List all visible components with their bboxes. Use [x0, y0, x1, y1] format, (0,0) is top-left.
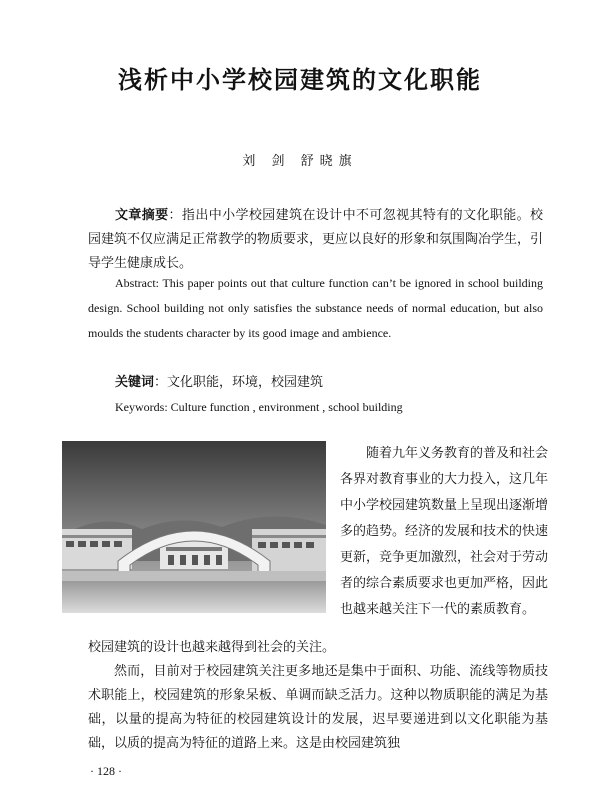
body-paragraph-side: 随着九年义务教育的普及和社会各界对教育事业的大力投入，这几年中小学校园建筑数量上呈现出逐渐增多的趋势。经济的发展和技术的快速更新，竞争更加激烈，社会对于劳动者的综合素质要求也更加严格，因此也越来越关注下一代的素质教育。: [340, 446, 549, 617]
article-title: 浅析中小学校园建筑的文化职能: [118, 65, 482, 94]
body-paragraph-main: 然而，目前对于校园建筑关注更多地还是集中于面积、功能、流线等物质技术职能上，校园建筑的形象呆板、单调而缺乏活力。这种以物质职能的满足为基础，以量的提高为特征的校园建筑设计的发展，迟早要递进到以文化职能为基础，以质的提高为特征的道路上来。这是由校园建筑独: [88, 664, 548, 751]
abstract-chinese: [88, 204, 543, 276]
school-building-photo: [62, 441, 326, 613]
keywords-chinese: [115, 372, 545, 394]
keywords-label: 关键词: [115, 375, 155, 390]
abstract-label: 文章摘要: [115, 208, 169, 223]
abstract-text: ：指出中小学校园建筑在设计中不可忽视其特有的文化职能。校园建筑不仅应满足正常教学的物质要求，更应以良好的形象和氛围陶冶学生，引导学生健康成长。: [88, 208, 544, 271]
keywords-text: ：文化职能，环境，校园建筑: [154, 375, 324, 390]
abstract-english: Abstract: This paper points out that culture function can’t be ignored in school building design. School building not only satisfies the substance needs of normal education, but also moulds the students character by its good image and ambience.: [88, 276, 543, 340]
keywords-english: Keywords: Culture function , environment , school building: [115, 400, 403, 414]
body-paragraph-continuation: 校园建筑的设计也越来越得到社会的关注。: [88, 640, 336, 655]
authors: 刘 剑 舒晓旗: [242, 154, 358, 169]
page-number: · 128 ·: [90, 764, 122, 778]
